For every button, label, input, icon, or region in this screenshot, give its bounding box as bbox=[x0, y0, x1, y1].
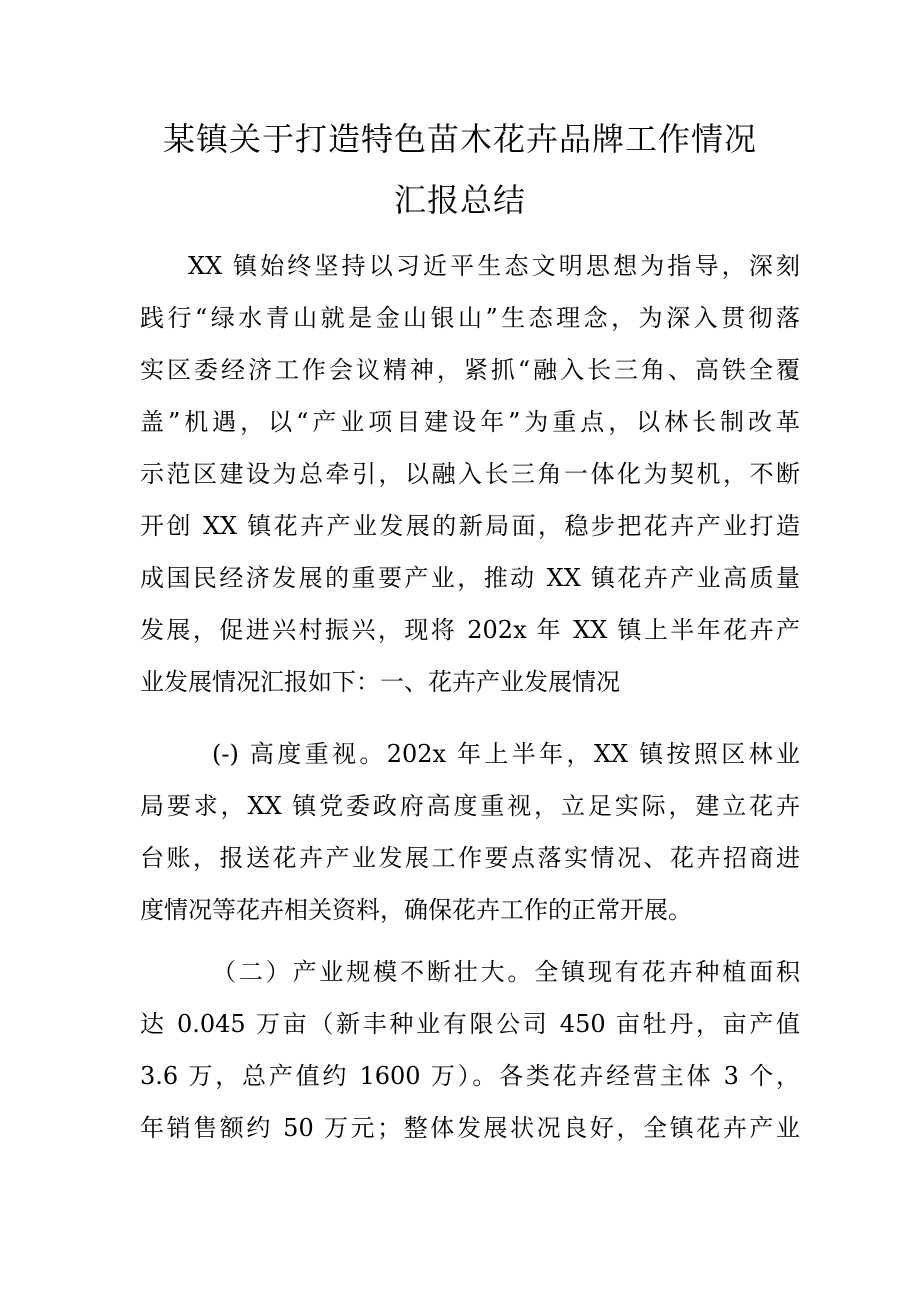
text-line: 盖”机遇，以“产业项目建设年”为重点，以林长制改革 bbox=[140, 408, 800, 436]
text-line: XX 镇始终坚持以习近平生态文明思想为指导，深刻 bbox=[188, 252, 800, 280]
paragraph-section-2 bbox=[140, 946, 800, 1154]
document-title-line-2: 汇报总结 bbox=[393, 181, 526, 219]
paragraph-section-1 bbox=[140, 728, 800, 936]
text-line: 实区委经济工作会议精神，紧抓“融入长三角、高铁全覆 bbox=[140, 356, 800, 384]
text-line: 业发展情况汇报如下：一、花卉产业发展情况 bbox=[140, 668, 620, 696]
text-line: 局要求，XX 镇党委政府高度重视，立足实际，建立花卉 bbox=[140, 792, 800, 820]
document-title-line-1: 某镇关于打造特色苗木花卉品牌工作情况 bbox=[162, 120, 757, 158]
text-line: 年销售额约 50 万元；整体发展状况良好，全镇花卉产业 bbox=[140, 1114, 800, 1142]
text-line: (-) 高度重视。202x 年上半年，XX 镇按照区林业 bbox=[212, 740, 800, 768]
text-line: 成国民经济发展的重要产业，推动 XX 镇花卉产业高质量 bbox=[140, 564, 800, 592]
text-line: （二）产业规模不断壮大。全镇现有花卉种植面积 bbox=[212, 958, 800, 986]
text-line: 开创 XX 镇花卉产业发展的新局面，稳步把花卉产业打造 bbox=[140, 512, 800, 540]
text-line: 发展，促进兴村振兴，现将 202x 年 XX 镇上半年花卉产 bbox=[140, 616, 800, 644]
text-line: 3.6 万，总产值约 1600 万）。各类花卉经营主体 3 个， bbox=[140, 1062, 800, 1090]
text-line: 度情况等花卉相关资料，确保花卉工作的正常开展。 bbox=[140, 896, 692, 924]
paragraph-intro bbox=[140, 240, 800, 708]
text-line: 达 0.045 万亩（新丰种业有限公司 450 亩牡丹，亩产值 bbox=[140, 1010, 800, 1038]
text-line: 示范区建设为总牵引，以融入长三角一体化为契机，不断 bbox=[140, 460, 800, 488]
text-line: 践行“绿水青山就是金山银山”生态理念，为深入贯彻落 bbox=[140, 304, 800, 332]
text-line: 台账，报送花卉产业发展工作要点落实情况、花卉招商进 bbox=[140, 844, 800, 872]
